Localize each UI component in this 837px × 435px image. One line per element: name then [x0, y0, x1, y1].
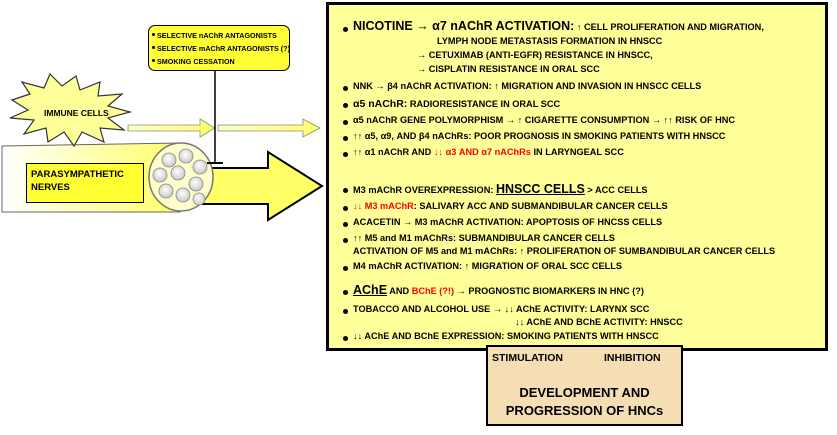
immune-arrow-1 [128, 119, 215, 137]
polymorphism-line: α5 nAChR GENE POLYMORPHISM → ↑ CIGARETTE CONSUMPTION → ↑↑ RISK OF HNC [353, 115, 736, 125]
antagonist-item: SELECTIVE mAChR ANTAGONISTS (?) [157, 44, 290, 53]
m5m1-line: ↑↑ M5 and M1 mAChRs: SUBMANDIBULAR CANCER CELLS [353, 233, 615, 243]
nicotine-sub-2: → CETUXIMAB (ANTI-EGFR) RESISTANCE IN HNSCC, [417, 50, 653, 60]
antagonist-item: SELECTIVE nAChR ANTAGONISTS [157, 31, 277, 40]
stimulation-label: STIMULATION [492, 352, 563, 364]
tobacco-sub-line: ↓↓ AChE AND BChE ACTIVITY: HNSCC [515, 317, 683, 327]
immune-arrow-2 [218, 119, 320, 137]
mechanisms-box [326, 2, 828, 351]
inhibition-label: INHIBITION [604, 352, 661, 364]
tobacco-line: TOBACCO AND ALCOHOL USE → ↓↓ AChE ACTIVITY: LARYNX SCC [353, 304, 650, 314]
nerves-line-2: NERVES [31, 182, 70, 193]
acacetin-line: ACACETIN → M3 mAChR ACTIVATION: APOPTOSIS OF HNCSS CELLS [353, 217, 663, 227]
expression-line: ↓↓ AChE AND BChE EXPRESSION: SMOKING PATIENTS WITH HNSCC [353, 331, 659, 341]
m5m1-activation-line: ACTIVATION OF M5 and M1 mAChRs: ↑ PROLIFERATION OF SUMBANDIBULAR CANCER CELLS [353, 246, 776, 256]
outcome-line-1: DEVELOPMENT AND [519, 385, 650, 400]
laryngeal-line: ↑↑ α1 nAChR AND ↓↓ α3 AND α7 nAChRs IN LARYNGEAL SCC [353, 147, 624, 157]
antagonist-item: SMOKING CESSATION [157, 57, 235, 66]
a5-line: α5 nAChR: RADIORESISTANCE IN ORAL SCC [353, 98, 561, 110]
ache-line: AChE AND BChE (?!) → PROGNOSTIC BIOMARKERS IN HNC (?) [353, 283, 644, 297]
m4-line: M4 mAChR ACTIVATION: ↑ MIGRATION OF ORAL SCC CELLS [353, 261, 622, 271]
nerve-bundle-icon [149, 143, 213, 211]
outcome-box [486, 345, 683, 426]
antagonists-box [148, 25, 290, 71]
nicotine-sub-3: → CISPLATIN RESISTANCE IN ORAL SCC [417, 64, 600, 74]
prognosis-line: ↑↑ α5, α9, AND β4 nAChRs: POOR PROGNOSIS IN SMOKING PATIENTS WITH HNSCC [353, 131, 726, 141]
nnk-line: NNK → β4 nAChR ACTIVATION: ↑ MIGRATION AND INVASION IN HNSCC CELLS [353, 81, 702, 91]
parasympathetic-nerves-label [26, 163, 144, 203]
immune-cells-label: IMMUNE CELLS [44, 108, 109, 118]
m3-down-line: ↓↓ M3 mAChR: SALIVARY ACC AND SUBMANDIBULAR CANCER CELLS [353, 201, 668, 211]
nicotine-sub-1: LYMPH NODE METASTASIS FORMATION IN HNSCC [437, 36, 663, 46]
m3-overexpression-line: M3 mAChR OVEREXPRESSION: HNSCC CELLS > ACC CELLS [353, 182, 648, 196]
outcome-line-2: PROGRESSION OF HNCs [505, 403, 664, 418]
nicotine-line: NICOTINE → α7 nAChR ACTIVATION: ↑ CELL PROLIFERATION AND MIGRATION, [353, 19, 764, 33]
nerves-line-1: PARASYMPATHETIC [31, 169, 124, 180]
